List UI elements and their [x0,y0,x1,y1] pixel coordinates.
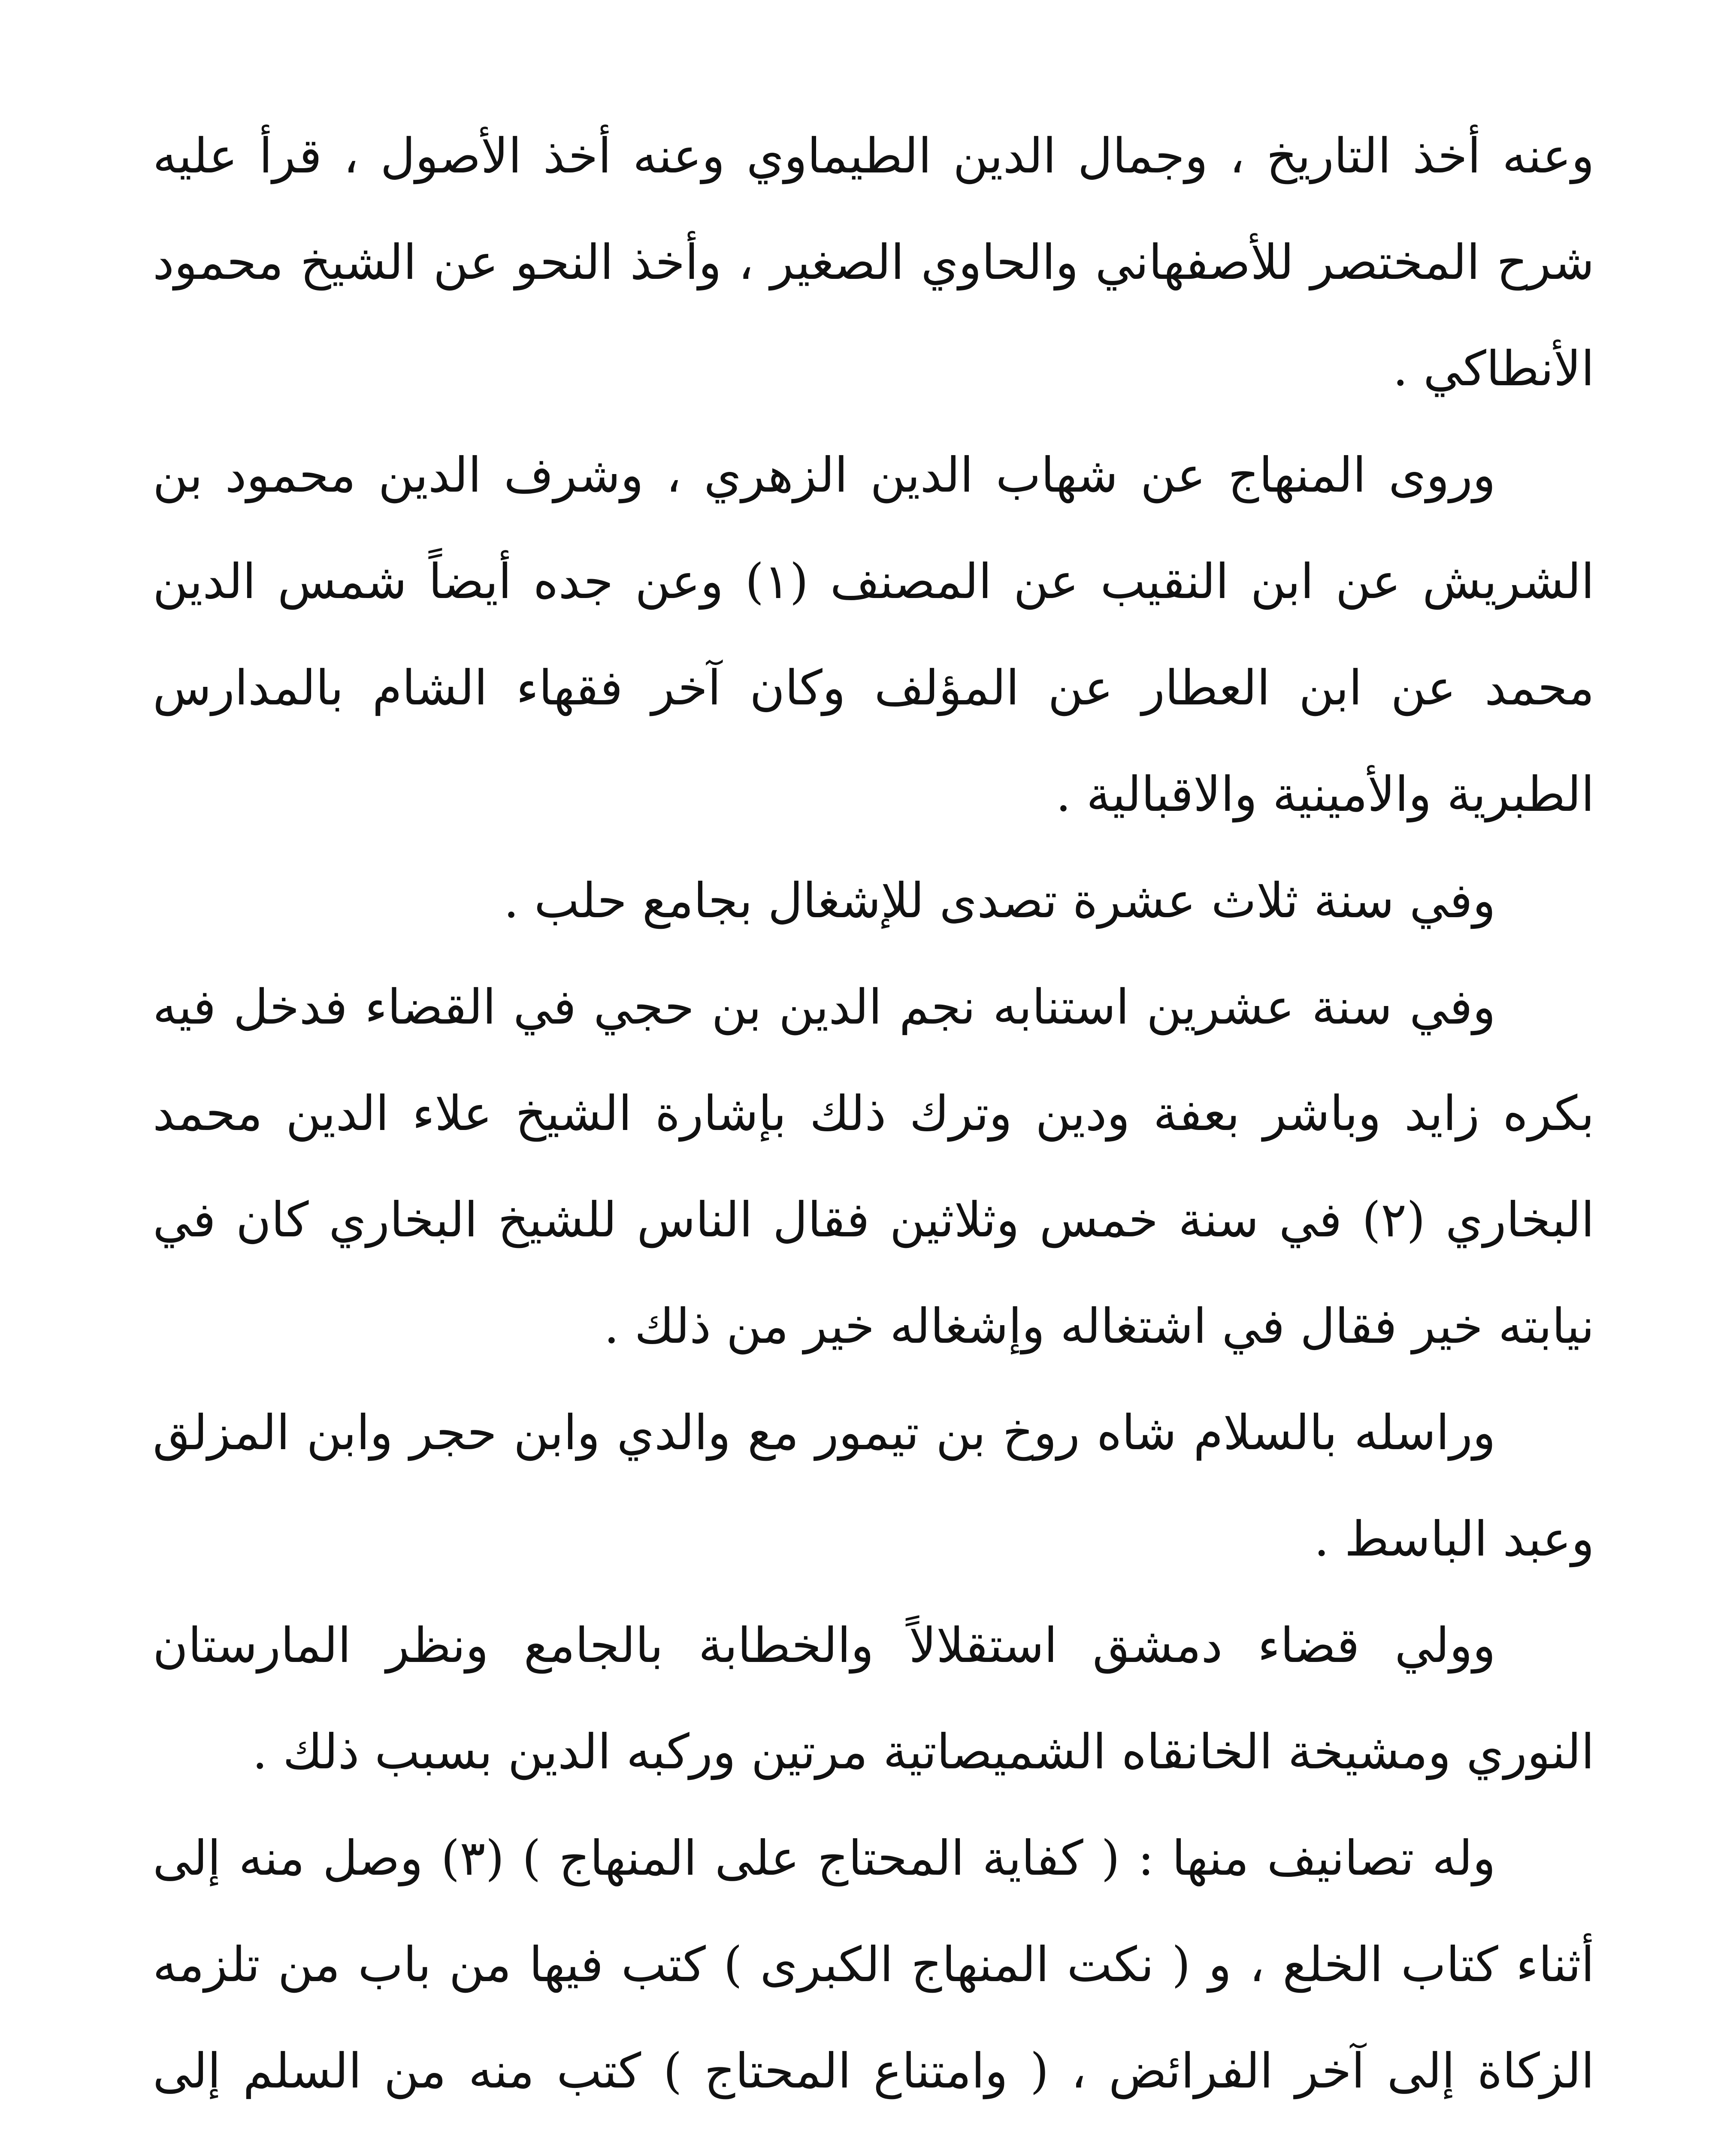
paragraph-2: وروى المنهاج عن شهاب الدين الزهري ، وشرف الدين محمود بن الشريش عن ابن النقيب عن المصنف (١) وعن جده أيضاً شمس الدين محمد عن ابن العطار عن المؤلف وكان آخر فقهاء الشام بالمدارس الطبرية والأمينية والاقبالية . [153,447,1594,822]
paragraph-4: وفي سنة عشرين استنابه نجم الدين بن حجي في القضاء فدخل فيه بكره زايد وباشر بعفة ودين وترك ذلك بإشارة الشيخ علاء الدين محمد البخاري (٢) في سنة خمس وثلاثين فقال الناس للشيخ البخاري كان في نيابته خير فقال في اشتغاله وإشغاله خير من ذلك . [153,979,1594,1354]
main-text [153,103,1594,2145]
paragraph-7: وله تصانيف منها : ( كفاية المحتاج على المنهاج ) (٣) وصل منه إلى أثناء كتاب الخلع ، و ( نكت المنهاج الكبرى ) كتب فيها من باب من تلزمه الزكاة إلى آخر الفرائض ، ( وامتناع المحتاج ) كتب منه من السلم إلى [153,1831,1594,2099]
paragraph-5: وراسله بالسلام شاه روخ بن تيمور مع والدي وابن حجر وابن المزلق وعبد الباسط . [153,1405,1594,1567]
paragraph-3: وفي سنة ثلاث عشرة تصدى للإشغال بجامع حلب . [503,873,1496,929]
paragraph-6: وولي قضاء دمشق استقلالاً والخطابة بالجامع ونظر المارستان النوري ومشيخة الخانقاه الشميصاتية مرتين وركبه الدين بسبب ذلك . [153,1618,1594,1780]
paragraph-1: وعنه أخذ التاريخ ، وجمال الدين الطيماوي وعنه أخذ الأصول ، قرأ عليه شرح المختصر للأصفهاني والحاوي الصغير ، وأخذ النحو عن الشيخ محمود الأنطاكي . [153,128,1594,397]
